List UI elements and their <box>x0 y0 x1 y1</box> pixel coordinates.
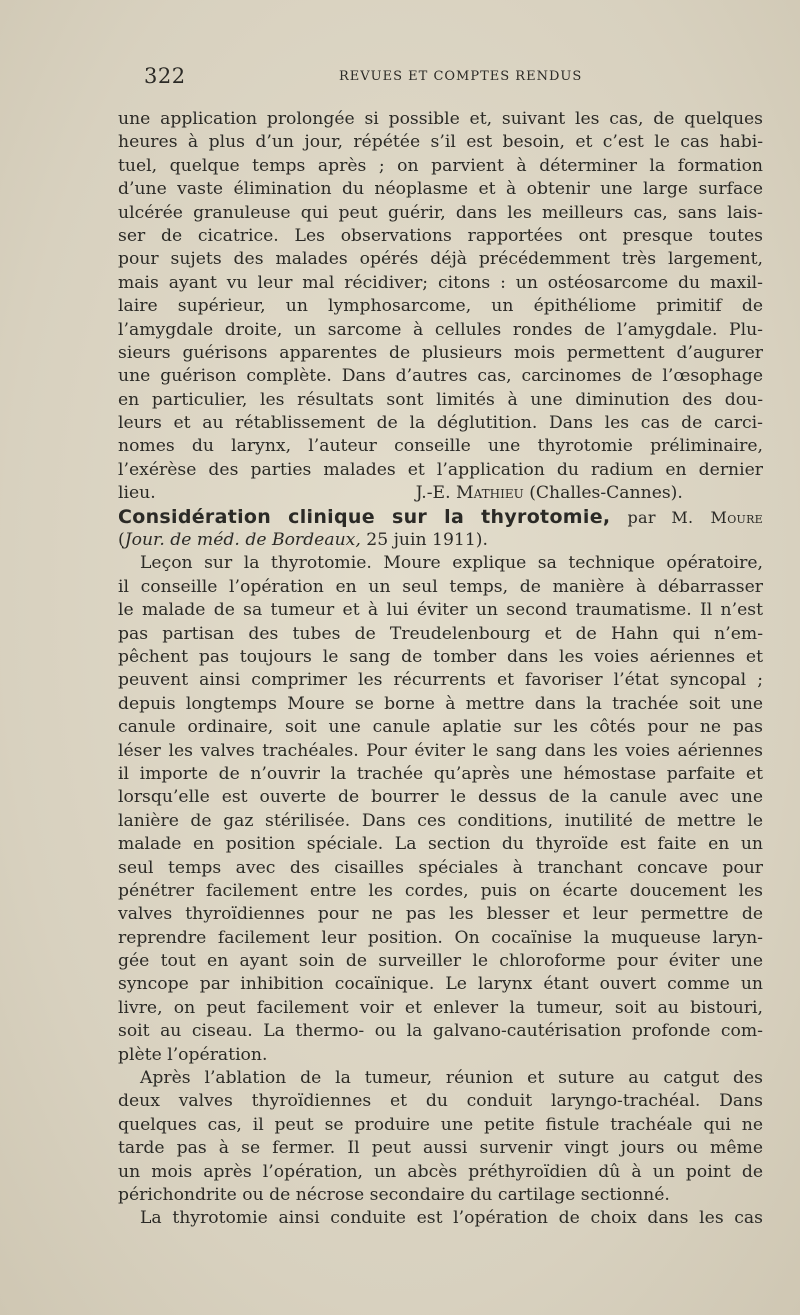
text-line: peuvent ainsi comprimer les récurrents et favoriser l’état syncopal ; <box>118 670 763 691</box>
text-line: une guérison complète. Dans d’autres cas, carcinomes de l’œsophage <box>118 366 763 387</box>
signature-initials: J.-E. <box>415 483 451 504</box>
paragraph-3 <box>118 1067 763 1207</box>
text-line: ser de cicatrice. Les observations rapportées ont presque toutes <box>118 225 763 246</box>
text-line: deux valves thyroïdiennes et du conduit laryngo-trachéal. Dans <box>118 1091 763 1112</box>
text-line: lorsqu’elle est ouverte de bourrer le dessus de la canule avec une <box>118 787 763 808</box>
text-line: une application prolongée si possible et, suivant les cas, de quelques <box>118 109 763 129</box>
page-number: 322 <box>144 64 186 88</box>
text-line: pour sujets des malades opérés déjà précédemment très largement, <box>118 249 763 270</box>
text-line: périchondrite ou de nécrose secondaire du cartilage sectionné. <box>118 1184 670 1205</box>
text-line: il importe de n’ouvrir la trachée qu’après une hémostase parfaite et <box>118 763 763 784</box>
text-line: soit au ciseau. La thermo- ou la galvano-cautérisation profonde com- <box>118 1021 763 1042</box>
text-line: plète l’opération. <box>118 1044 268 1065</box>
paragraph-4 <box>118 1207 763 1230</box>
text-line: sieurs guérisons apparentes de plusieurs mois permettent d’augurer <box>118 342 763 363</box>
text-line: leurs et au rétablissement de la déglutition. Dans les cas de carci- <box>118 413 763 434</box>
signature-line <box>118 482 763 505</box>
text-line: syncope par inhibition cocaïnique. Le larynx étant ouvert comme un <box>118 974 763 995</box>
signature <box>156 483 683 503</box>
text-line: lanière de gaz stérilisée. Dans ces conditions, inutilité de mettre le <box>118 810 763 831</box>
text-line: léser les valves trachéales. Pour éviter le sang dans les voies aériennes <box>118 740 763 761</box>
body-text <box>118 108 763 1231</box>
signature-place: (Challes-Cannes). <box>529 483 683 504</box>
text-line: en particulier, les résultats sont limités à une diminution des dou- <box>118 389 763 410</box>
text-line: un mois après l’opération, un abcès préthyroïdien dû à un point de <box>118 1161 763 1182</box>
article-author: Moure <box>710 507 763 527</box>
article-heading <box>118 506 763 553</box>
text-line: pénétrer facilement entre les cordes, puis on écarte doucement les <box>118 880 763 901</box>
text-line: Leçon sur la thyrotomie. Moure explique sa technique opératoire, <box>140 553 763 574</box>
text-line: d’une vaste élimination du néoplasme et à obtenir une large surface <box>118 179 763 200</box>
text-line: depuis longtemps Moure se borne à mettre dans la trachée soit une <box>118 693 763 714</box>
signature-name: Mathieu <box>456 483 524 504</box>
text-line: l’amygdale droite, un sarcome à cellules rondes de l’amygdale. Plu- <box>118 319 763 340</box>
text-line: le malade de sa tumeur et à lui éviter un second traumatisme. Il n’est <box>118 600 763 621</box>
text-line: livre, on peut facilement voir et enlever la tumeur, soit au bistouri, <box>118 997 763 1018</box>
text-line: mais ayant vu leur mal récidiver; citons : un ostéosarcome du maxil- <box>118 272 763 293</box>
text-line: laire supérieur, un lymphosarcome, un épithéliome primitif de <box>118 296 763 317</box>
text-line: heures à plus d’un jour, répétée s’il est besoin, et c’est le cas habi- <box>118 132 763 153</box>
article-source-line: (Jour. de méd. de Bordeaux, 25 juin 1911). <box>118 530 488 551</box>
text-line: tarde pas à se fermer. Il peut aussi survenir vingt jours ou même <box>118 1138 763 1159</box>
text-line: quelques cas, il peut se produire une petite fistule trachéale qui ne <box>118 1114 763 1135</box>
page-header <box>144 64 764 90</box>
text-line: Après l’ablation de la tumeur, réunion et suture au catgut des <box>140 1068 763 1089</box>
text-line: reprendre facilement leur position. On cocaïnise la muqueuse laryn- <box>118 927 763 948</box>
text-line: pêchent pas toujours le sang de tomber dans les voies aériennes et <box>118 646 763 667</box>
article-title-line <box>118 506 763 529</box>
text-line: malade en position spéciale. La section du thyroïde est faite en un <box>118 834 763 855</box>
text-line: lieu. <box>118 483 156 504</box>
text-line: ulcérée granuleuse qui peut guérir, dans les meilleurs cas, sans lais- <box>118 202 763 223</box>
text-line: valves thyroïdiennes pour ne pas les blesser et leur permettre de <box>118 904 763 925</box>
text-line: l’exérèse des parties malades et l’application du radium en dernier <box>118 459 763 480</box>
article-title: Considération clinique sur la thyrotomie, <box>118 505 611 528</box>
text-line: pas partisan des tubes de Treudelenbourg et de Hahn qui n’em- <box>118 623 763 644</box>
text-line: il conseille l’opération en un seul temps, de manière à débarrasser <box>118 576 763 597</box>
paragraph-2 <box>118 552 763 1067</box>
article-journal: Jour. de méd. de Bordeaux, <box>124 530 361 551</box>
text-line: La thyrotomie ainsi conduite est l’opération de choix dans les cas <box>140 1208 763 1229</box>
article-par: par M. <box>627 507 694 527</box>
text-line: seul temps avec des cisailles spéciales à tranchant concave pour <box>118 857 763 878</box>
text-line: gée tout en ayant soin de surveiller le chloroforme pour éviter une <box>118 951 763 972</box>
paragraph-1 <box>118 108 763 506</box>
article-date: 25 juin 1911). <box>366 530 488 551</box>
running-head: REVUES ET COMPTES RENDUS <box>339 69 583 84</box>
text-line: canule ordinaire, soit une canule aplatie sur les côtés pour ne pas <box>118 717 763 738</box>
text-line: nomes du larynx, l’auteur conseille une thyrotomie préliminaire, <box>118 436 763 457</box>
text-line: tuel, quelque temps après ; on parvient à déterminer la formation <box>118 155 763 176</box>
